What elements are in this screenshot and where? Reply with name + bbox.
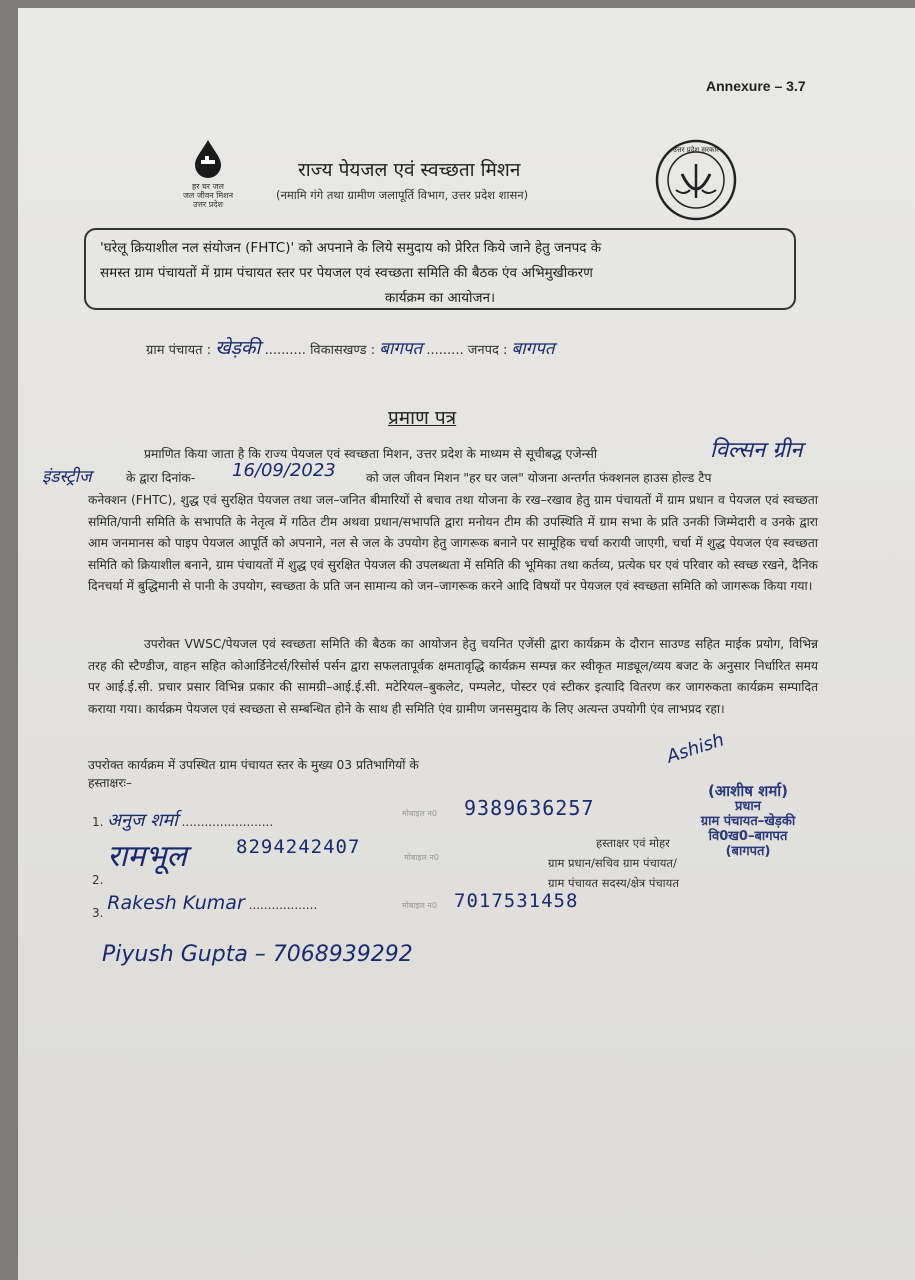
participant-phone-1: 9389636257: [464, 796, 595, 820]
mobile-label-3: मोबाइल न0: [402, 901, 437, 910]
additional-participant-handwritten: Piyush Gupta – 7068939292: [102, 942, 413, 967]
certificate-heading: प्रमाण पत्र: [388, 407, 457, 429]
document-page: [18, 8, 915, 1280]
box-line-3: कार्यक्रम का आयोजन।: [384, 290, 496, 306]
participant-name: रामभूल: [107, 839, 187, 874]
participant-row-3: 3. Rakesh Kumar ..................: [92, 892, 318, 920]
participant-row-1: 1. अनुज शर्मा ........................: [92, 810, 274, 831]
vikaskhand-value: बागपत: [379, 339, 423, 359]
para1-intro: प्रमाणित किया जाता है कि राज्य पेयजल एवं स्वच्छता मिशन, उत्तर प्रदेश के माध्यम से सूचीबद्ध एजेन्सी: [144, 447, 598, 461]
para1-scheme: को जल जीवन मिशन "हर घर जल" योजना अन्तर्गत फंक्शनल हाउस होल्ड टैप: [366, 471, 712, 485]
mission-title: राज्य पेयजल एवं स्वच्छता मिशन: [298, 159, 521, 181]
participant-number: 2.: [92, 873, 104, 887]
para2-body: उपरोक्त VWSC/पेयजल एवं स्वच्छता समिति की बैठक का आयोजन हेतु चयनित एजेंसी द्वारा कार्यक्रम के दौरान साउण्ड सहित माईक प्रयोग, विभिन्न तरह की स्टैण्डीज, वाहन सहित कोआर्डिनेटर्स/रिसोर्स पर्सन द्वारा सफलतापूर्वक क्षमतावृद्धि कार्यक्रम सम्पन्न कर स्वीकृत माड्यूल/व्यय बजट के अनुसार निर्धारित समय पर आई.ई.सी. प्रचार प्रसार विभिन्न प्रकार की सामग्री–आई.ई.सी. मटेरियल–बुकलेट, पम्पलेट, पोस्टर एवं स्टीकर इत्यादि वितरण कर जागरुकता कार्यक्रम सम्पादित कराया गया। कार्यक्रम पेयजल एवं स्वच्छता से सम्बन्धित होने के साथ ही समिति एंव ग्रामीण जनसमुदाय के लिए अत्यन्त उपयोगी एंव लाभप्रद रहा।: [88, 637, 818, 716]
participant-phone-3: 7017531458: [454, 890, 579, 912]
para3-signature-label: हस्ताक्षरः–: [88, 776, 132, 790]
participant-row-2: [92, 834, 187, 887]
janpad-value: बागपत: [511, 339, 555, 359]
logo-caption-3: उत्तर प्रदेश: [193, 200, 223, 209]
program-date-handwritten: 16/09/2023: [232, 460, 336, 481]
sign-block-line-3: ग्राम पंचायत सदस्य/क्षेत्र पंचायत: [548, 876, 679, 890]
seal-text: उत्तर प्रदेश सरकार: [672, 146, 720, 154]
participant-number: 1.: [92, 815, 104, 829]
stamp-name: (आशीष शर्मा): [707, 782, 789, 800]
para3-intro: उपरोक्त कार्यक्रम में उपस्थित ग्राम पंचायत स्तर के मुख्य 03 प्रतिभागियों के: [88, 758, 419, 772]
vikaskhand-label: विकासखण्ड :: [310, 343, 376, 358]
para1-body: कनेक्शन (FHTC), शुद्ध एवं सुरक्षित पेयजल तथा जल–जनित बीमारियों से बचाव तथा योजना के रख–रखाव हेतु ग्राम पंचायतों में ग्राम प्रधान व पेयजल एवं स्वच्छता समिति/पानी समिति के सभापति के नेतृत्व में गठित टीम अथवा प्रधान/सभापति द्वारा मनोयन टीम की उपस्थिति में ग्राम सभा के प्रति उनकी जिम्मेदारी व उनके द्वारा आम जनमानस को पाइप पेयजल आपूर्ति को अपनाने, नल से जल के उपयोग हेतु जागरूक बनाने पर सामूहिक चर्चा करायी जाएगी, चर्चा में शुद्ध पेयजल एंव स्वच्छता समिति को क्रियाशील बनाने, ग्राम पंचायतों में शुद्ध एवं सुरक्षित पेयजल की उपलब्धता में समिति की भूमिका तथा कर्तव्य, प्रत्येक घर एवं परिवार को स्वच्छ रखने, दैनिक दिनचर्या में बुद्धिमानी से पानी के उपयोग, स्वच्छता के प्रति जन सामान्य को जन–जागरूक करने आदि विषयों पर पेयजल एवं स्वच्छता समिति को जागरूक किया गया।: [88, 493, 818, 593]
up-government-seal-icon: [654, 138, 738, 222]
har-ghar-jal-logo: [168, 138, 248, 209]
janpad-label: जनपद :: [467, 343, 508, 358]
logo-caption-1: हर घर जल: [192, 182, 224, 191]
participant-name: Rakesh Kumar: [107, 892, 245, 914]
water-drop-icon: [191, 138, 225, 178]
gram-panchayat-value: खेड़की: [215, 337, 261, 359]
stamp-district: (बागपत): [725, 844, 771, 859]
agency-name-handwritten: विल्सन ग्रीन: [710, 438, 803, 463]
pradhan-signature: Ashish: [664, 729, 727, 768]
participant-name: अनुज शर्मा: [107, 810, 178, 831]
stamp-block: वि0ख0–बागपत: [708, 829, 788, 844]
gram-panchayat-label: ग्राम पंचायत :: [146, 343, 212, 358]
stamp-designation: प्रधान: [735, 799, 761, 814]
annexure-label: Annexure – 3.7: [706, 78, 806, 94]
stamp-panchayat: ग्राम पंचायत–खेड़की: [700, 814, 796, 829]
para1-date-label: के द्वारा दिनांक-: [126, 471, 196, 485]
mobile-label-2: मोबाइल न0: [404, 853, 439, 862]
box-line-2: समस्त ग्राम पंचायतों में ग्राम पंचायत स्तर पर पेयजल एवं स्वच्छता समिति की बैठक एंव अभिमुखीकरण: [100, 265, 593, 281]
mobile-label-1: मोबाइल न0: [402, 809, 437, 818]
location-info-row: ग्राम पंचायत : खेड़की .......... विकासखण्ड : बागपत ......... जनपद : बागपत: [146, 337, 555, 359]
logo-caption-2: जल जीवन मिशन: [182, 191, 234, 200]
mission-subtitle: (नमामि गंगे तथा ग्रामीण जलापूर्ति विभाग, उत्तर प्रदेश शासन): [276, 188, 529, 202]
sign-block-line-1: हस्ताक्षर एवं मोहर: [596, 836, 670, 850]
participant-phone-2: 8294242407: [236, 836, 361, 858]
sign-block-line-2: ग्राम प्रधान/सचिव ग्राम पंचायत/: [548, 856, 677, 870]
participant-number: 3.: [92, 906, 104, 920]
agency-name-handwritten-2: इंडस्ट्रीज: [42, 467, 92, 487]
program-title-box: [84, 228, 796, 310]
pradhan-stamp: [638, 784, 858, 859]
box-line-1: 'घरेलू क्रियाशील नल संयोजन (FHTC)' को अपनाने के लिये समुदाय को प्रेरित किये जाने हेतु जनपद के: [100, 240, 602, 256]
